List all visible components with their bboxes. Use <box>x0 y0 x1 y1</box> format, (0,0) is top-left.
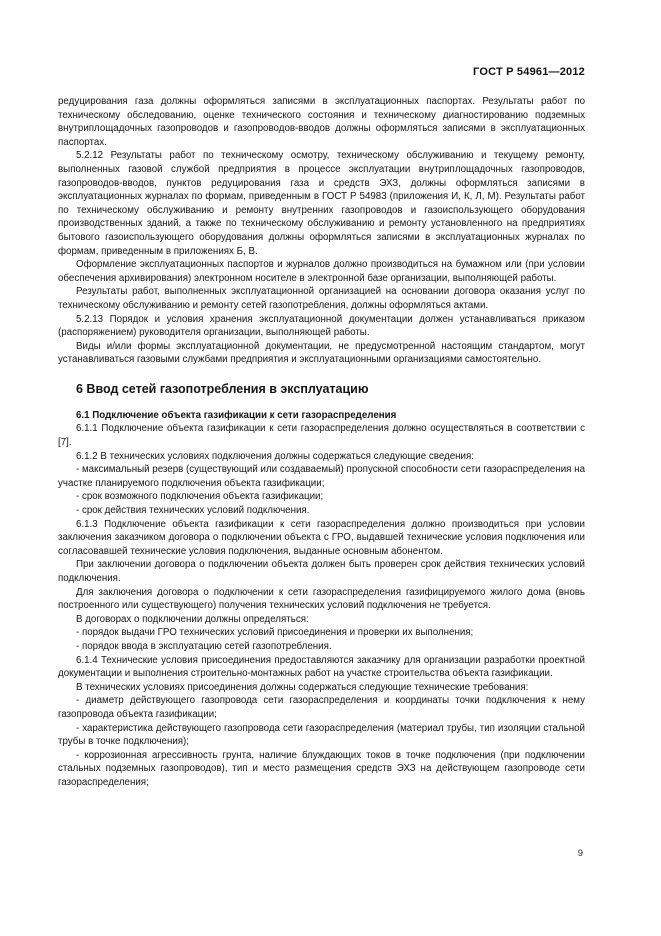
paragraph-6-1-1: 6.1.1 Подключение объекта газификации к сети газораспределения должно осуществляться в соответствии с [7]. <box>58 423 585 449</box>
paragraph: редуцирования газа должны оформляться записями в эксплуатационных паспортах. Результаты работ по техническому обследованию, оценке технического состояния и техническому диагностированию подземных внутриплощадочных газопроводов и газопроводов-вводов должны оформляться записями в эксплуатационных паспортах. <box>58 96 585 148</box>
page-number: 9 <box>577 848 583 859</box>
paragraph: Для заключения договора о подключении к сети газораспределения газифицируемого жилого дома (вновь построенного или существующего) получения технических условий подключения не требуется. <box>58 586 585 612</box>
paragraph: В договорах о подключении должны определяться: <box>76 613 309 625</box>
document-body <box>58 95 585 790</box>
list-item: - диаметр действующего газопровода сети газораспределения и координаты точки подключения к нему газопровода объекта газификации; <box>58 695 585 720</box>
paragraph-6-1-2: 6.1.2 В технических условиях подключения должны содержаться следующие сведения: <box>76 450 474 462</box>
paragraph-6-1-3: 6.1.3 Подключение объекта газификации к сети газораспределения должно производиться при условии заключения заказчиком договора о подключении объекта с ГРО, выдавшей технические условия подключения или согласовавшей технические условия подключения, выданные основным абонентом. <box>58 518 585 557</box>
section-heading-6: 6 Ввод сетей газопотребления в эксплуатацию <box>76 381 369 396</box>
list-item: - порядок ввода в эксплуатацию сетей газопотребления. <box>76 640 332 652</box>
list-item: - коррозионная агрессивность грунта, наличие блуждающих токов в точке подключения (при подключении стальных подземных газопроводов), тип и место размещения средств ЭХЗ на действующем газопроводе сети газораспределения; <box>58 749 585 788</box>
list-item: - срок возможного подключения объекта газификации; <box>76 491 324 503</box>
list-item: - характеристика действующего газопровода сети газораспределения (материал трубы, тип изоляции стальной трубы в точке подключения); <box>58 722 585 748</box>
paragraph: Виды и/или формы эксплуатационной документации, не предусмотренной настоящим стандартом, могут устанавливаться газовыми службами предприятия и эксплуатационными организациями самостоятельно. <box>58 340 585 366</box>
paragraph-6-1-4: 6.1.4 Технические условия присоединения предоставляются заказчику для организации разработки проектной документации и выполнения строительно-монтажных работ на участке строительства объекта газификации. <box>58 654 585 680</box>
list-item: - срок действия технических условий подключения. <box>76 505 310 517</box>
subsection-heading-6-1: 6.1 Подключение объекта газификации к сети газораспределения <box>76 409 397 421</box>
list-item: - порядок выдачи ГРО технических условий присоединения и проверки их выполнения; <box>76 627 474 639</box>
paragraph: При заключении договора о подключении объекта должен быть проверен срок действия технических условий подключения. <box>58 559 585 584</box>
document-header: ГОСТ Р 54961—2012 <box>473 66 585 78</box>
paragraph-5-2-12: 5.2.12 Результаты работ по техническому осмотру, техническому обслуживанию и текущему ремонту, выполненных газовой службой предприятия в процессе эксплуатации внутриплощадочных газопроводов, газопроводов-вводов, пунктов редуцирования газа и средств ЭХЗ, должны оформляться записями в эксплуатационных журналах по формам, приведенным в ГОСТ Р 54983 (приложения И, К, Л, М). Результаты работ по техническому обслуживанию и ремонту внутренних газопроводов и газоиспользующего оборудования производственных зданий, а также по техническому обслуживанию и ремонту установленного на предприятиях бытового газоиспользующего оборудования должны оформляться записями в эксплуатационных журналах по формам, приведенным в приложениях Б, В. <box>58 150 585 257</box>
paragraph: Результаты работ, выполненных эксплуатационной организацией на основании договора оказания услуг по техническому обслуживанию и ремонту сетей газопотребления, должны оформляться актами. <box>58 286 585 311</box>
list-item: - максимальный резерв (существующий или создаваемый) пропускной способности сети газораспределения на участке планируемого подключения объекта газификации; <box>58 464 585 489</box>
paragraph-5-2-13: 5.2.13 Порядок и условия хранения эксплуатационной документации должен устанавливаться приказом (распоряжением) руководителя организации, выполняющей работы. <box>58 313 585 339</box>
paragraph: В технических условиях присоединения должны содержаться следующие технические требования: <box>76 681 529 693</box>
paragraph: Оформление эксплуатационных паспортов и журналов должно производиться на бумажном или (при условии обеспечения архивирования) электронном носителе в электронной базе организации, выполняющей работы. <box>58 259 585 284</box>
